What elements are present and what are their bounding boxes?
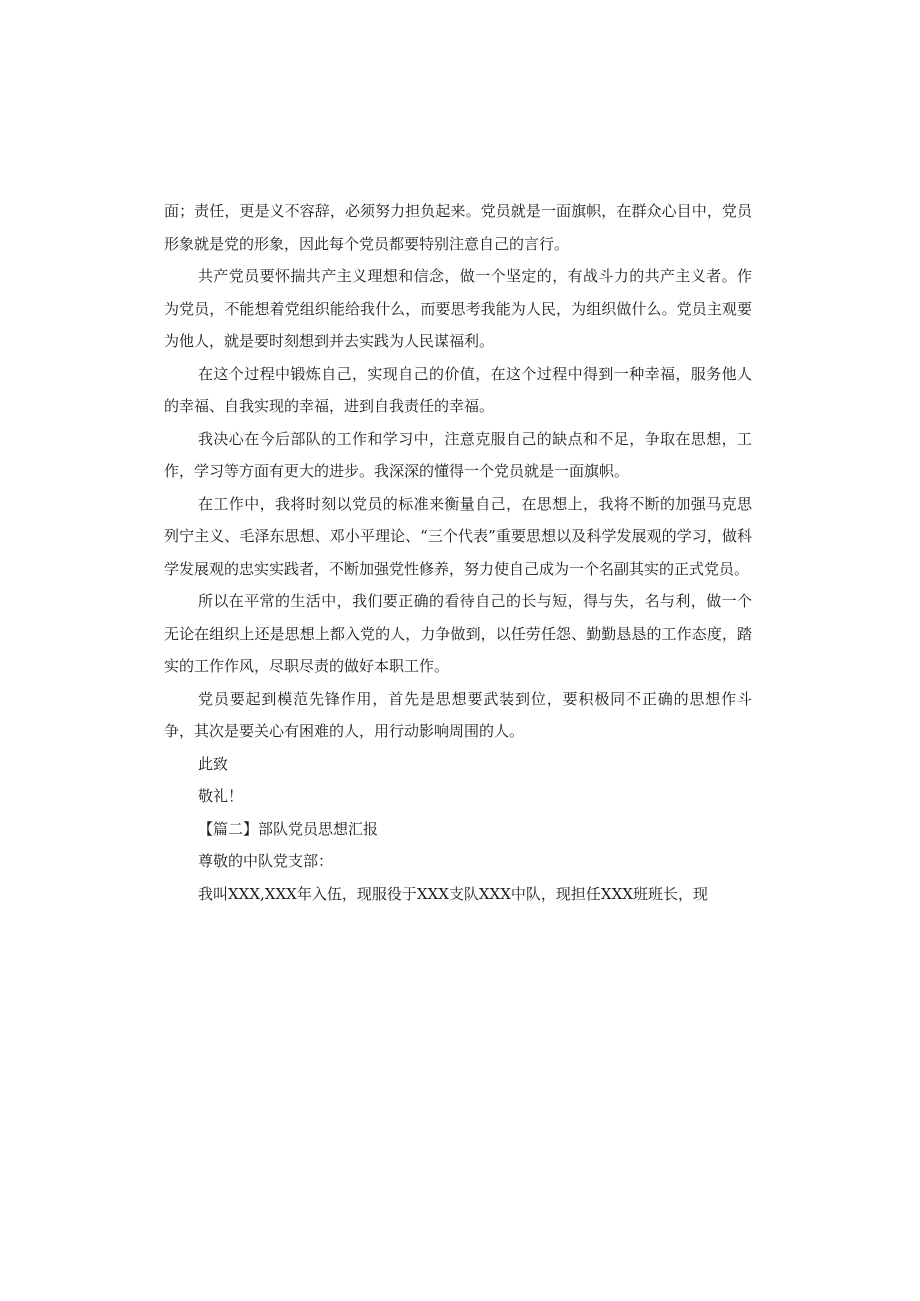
paragraph-5: 在工作中，我将时刻以党员的标准来衡量自己，在思想上，我将不断的加强马克思列宁主义、毛泽东思想、邓小平理论、“三个代表”重要思想以及科学发展观的学习，做科学发展观的忠实实践者，不断加强党性修养，努力使自己成为一个名副其实的正式党员。 bbox=[164, 494, 752, 578]
salutation: 尊敬的中队党支部： bbox=[198, 852, 334, 870]
document-body bbox=[164, 195, 752, 910]
paragraph-7: 党员要起到模范先锋作用，首先是思想要武装到位，要积极同不正确的思想作斗争，其次是要关心有困难的人，用行动影响周围的人。 bbox=[164, 689, 752, 740]
paragraph-6: 所以在平常的生活中，我们要正确的看待自己的长与短，得与失，名与利，做一个无论在组织上还是思想上都入党的人，力争做到，以任劳任怨、勤勤恳恳的工作态度，踏实的工作作风，尽职尽责的做好本职工作。 bbox=[164, 592, 752, 675]
paragraph-1: 面；责任，更是义不容辞，必须努力担负起来。党员就是一面旗帜，在群众心目中，党员形象就是党的形象，因此每个党员都要特别注意自己的言行。 bbox=[164, 202, 752, 253]
section-title: 【篇二】部队党员思想汇报 bbox=[198, 819, 379, 838]
opening-line: 我叫XXX,XXX年入伍，现服役于XXX支队XXX中队，现担任XXX班班长，现 bbox=[198, 884, 708, 903]
closing-line-2: 敬礼！ bbox=[198, 787, 244, 805]
paragraph-3: 在这个过程中锻炼自己，实现自己的价值，在这个过程中得到一种幸福，服务他人的幸福、自我实现的幸福，进到自我责任的幸福。 bbox=[164, 364, 752, 415]
paragraph-4: 我决心在今后部队的工作和学习中，注意克服自己的缺点和不足，争取在思想，工作，学习等方面有更大的进步。我深深的懂得一个党员就是一面旗帜。 bbox=[164, 429, 752, 480]
paragraph-2: 共产党员要怀揣共产主义理想和信念，做一个坚定的，有战斗力的共产主义者。作为党员，不能想着党组织能给我什么，而要思考我能为人民，为组织做什么。党员主观要为他人，就是要时刻想到并去实践为人民谋福利。 bbox=[164, 267, 752, 350]
closing-line-1: 此致 bbox=[198, 754, 229, 773]
